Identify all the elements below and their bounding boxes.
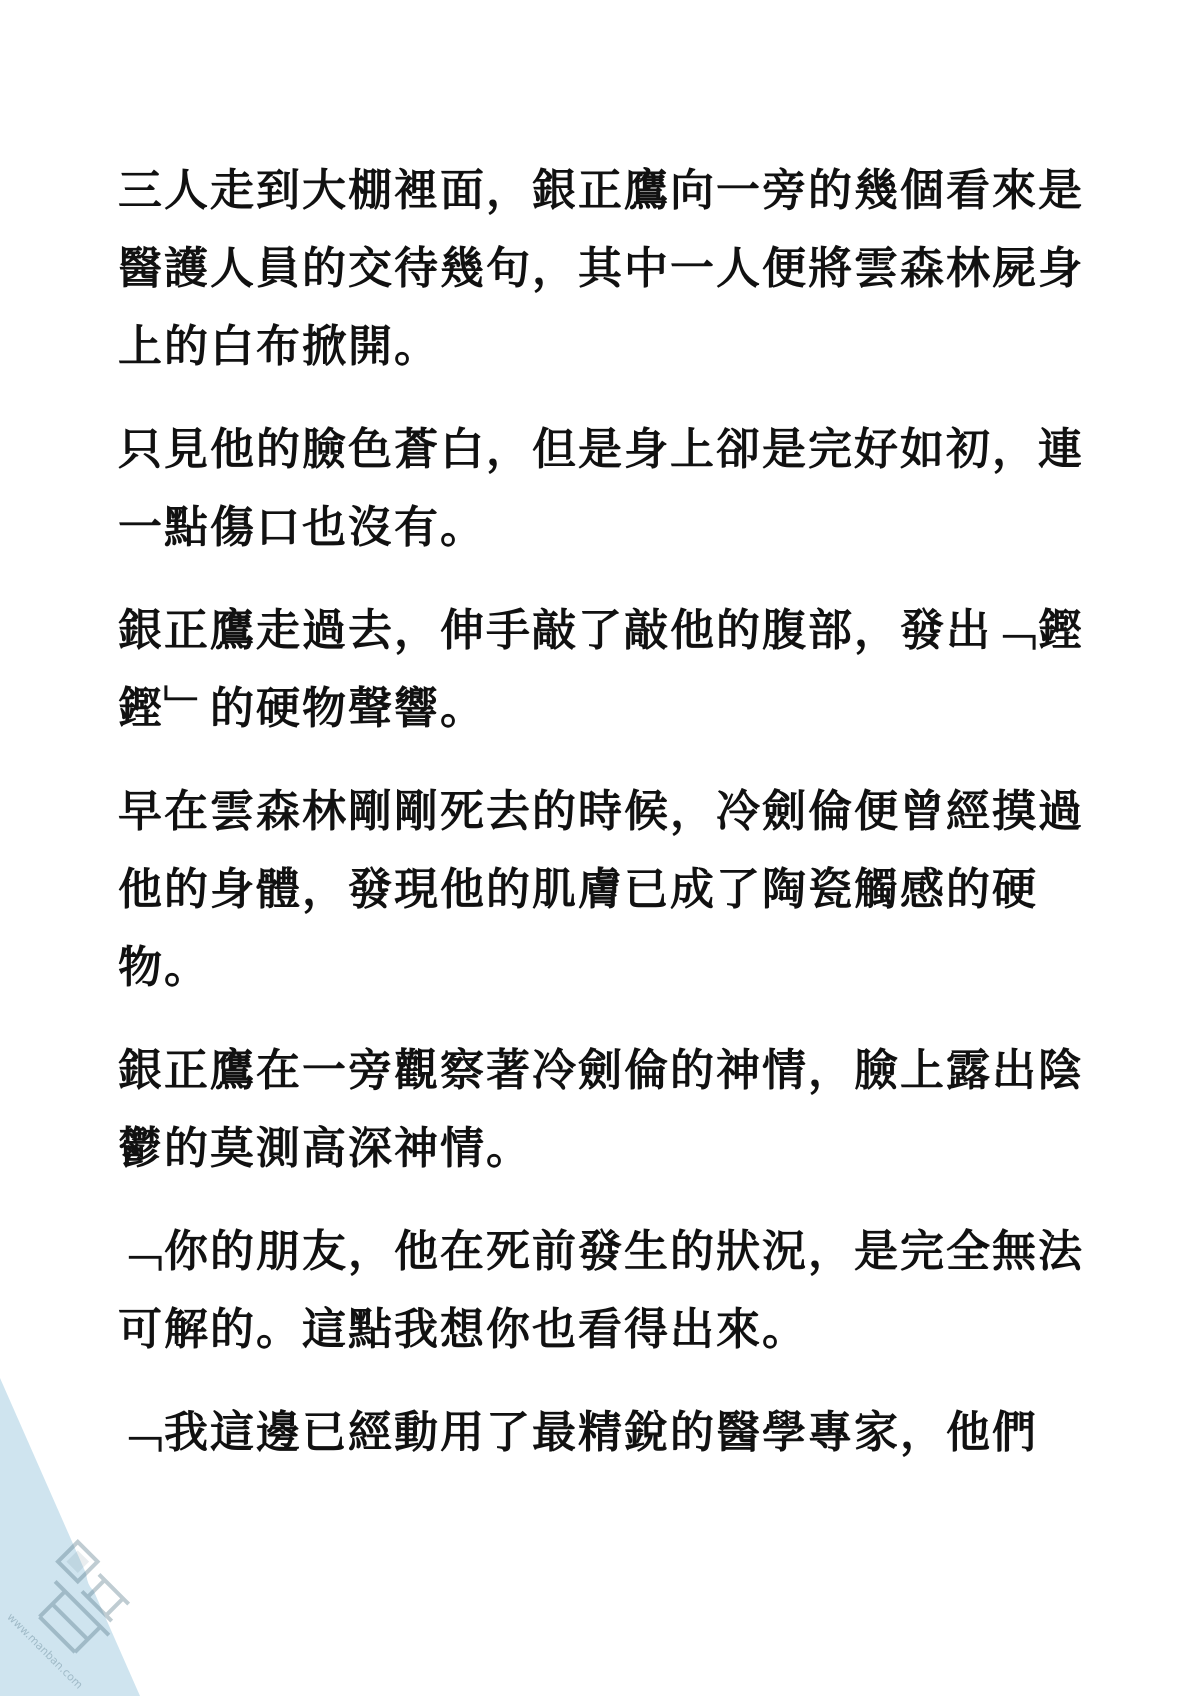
paragraph-5: 銀正鷹在一旁觀察著冷劍倫的神情，臉上露出陰鬱的莫測高深神情。 (118, 1045, 1084, 1174)
paragraph-6: ﹁你的朋友，他在死前發生的狀況，是完全無法可解的。這點我想你也看得出來。 (118, 1226, 1084, 1355)
paragraph-4: 早在雲森林剛剛死去的時候，冷劍倫便曾經摸過他的身體，發現他的肌膚已成了陶瓷觸感的硬物。 (118, 786, 1084, 993)
paragraph-2: 只見他的臉色蒼白，但是身上卻是完好如初，連一點傷口也沒有。 (118, 424, 1084, 553)
paragraph-1: 三人走到大棚裡面，銀正鷹向一旁的幾個看來是醫護人員的交待幾句，其中一人便將雲森林屍身上的白布掀開。 (118, 165, 1084, 372)
page-number: 01 (82, 1534, 161, 1607)
svg-text:www.manban.com: www.manban.com (4, 1610, 86, 1692)
paragraph-7: ﹁我這邊已經動用了最精銳的醫學專家，他們 (118, 1407, 1038, 1458)
paragraph-3: 銀正鷹走過去，伸手敲了敲他的腹部，發出﹁鏗鏗﹂的硬物聲響。 (118, 605, 1084, 734)
body-text (118, 152, 1090, 1497)
